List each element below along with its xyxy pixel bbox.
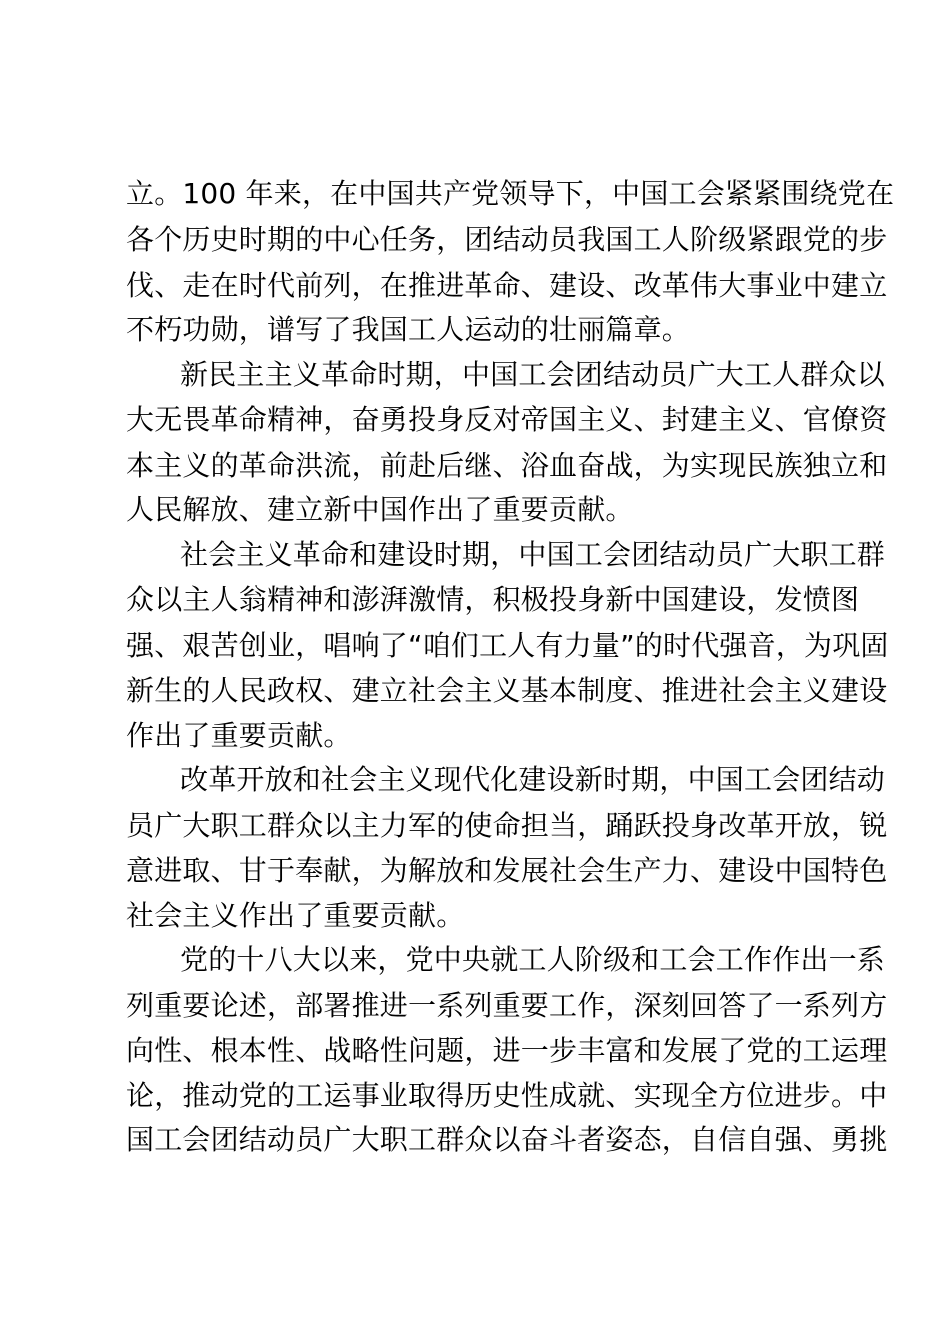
text-line: 人民解放、建立新中国作出了重要贡献。 — [126, 493, 634, 526]
text-line: 本主义的革命洪流，前赴后继、浴血奋战，为实现民族独立和 — [126, 449, 888, 482]
text-line: 意进取、甘于奉献，为解放和发展社会生产力、建设中国特色 — [126, 854, 888, 887]
text-line: 向性、根本性、战略性问题，进一步丰富和发展了党的工运理 — [126, 1034, 888, 1067]
paragraph-first-line: 新民主主义革命时期，中国工会团结动员广大工人群众以 — [180, 358, 886, 391]
text-line: 不朽功勋，谱写了我国工人运动的壮丽篇章。 — [126, 313, 691, 346]
paragraph-first-line: 党的十八大以来，党中央就工人阶级和工会工作作出一系 — [180, 943, 886, 976]
text-line: 大无畏革命精神，奋勇投身反对帝国主义、封建主义、官僚资 — [126, 403, 888, 436]
text-line: 立。100 年来，在中国共产党领导下，中国工会紧紧围绕党在 — [126, 177, 895, 210]
text-line: 作出了重要贡献。 — [126, 719, 352, 752]
paragraph-first-line: 社会主义革命和建设时期，中国工会团结动员广大职工群 — [180, 538, 886, 571]
text-line: 众以主人翁精神和澎湃激情，积极投身新中国建设，发愤图 — [126, 583, 860, 616]
text-line: 列重要论述，部署推进一系列重要工作，深刻回答了一系列方 — [126, 989, 888, 1022]
text-line: 员广大职工群众以主力军的使命担当，踊跃投身改革开放，锐 — [126, 809, 888, 842]
paragraph-first-line: 改革开放和社会主义现代化建设新时期，中国工会团结动 — [180, 763, 886, 796]
text-line: 国工会团结动员广大职工群众以奋斗者姿态，自信自强、勇挑 — [126, 1123, 888, 1156]
text-line: 新生的人民政权、建立社会主义基本制度、推进社会主义建设 — [126, 674, 888, 707]
text-line: 伐、走在时代前列，在推进革命、建设、改革伟大事业中建立 — [126, 269, 888, 302]
text-line: 各个历史时期的中心任务，团结动员我国工人阶级紧跟党的步 — [126, 223, 888, 256]
text-line: 论，推动党的工运事业取得历史性成就、实现全方位进步。中 — [126, 1079, 888, 1112]
text-line: 社会主义作出了重要贡献。 — [126, 899, 465, 932]
text-line: 强、艰苦创业，唱响了“咱们工人有力量”的时代强音，为巩固 — [126, 629, 889, 662]
